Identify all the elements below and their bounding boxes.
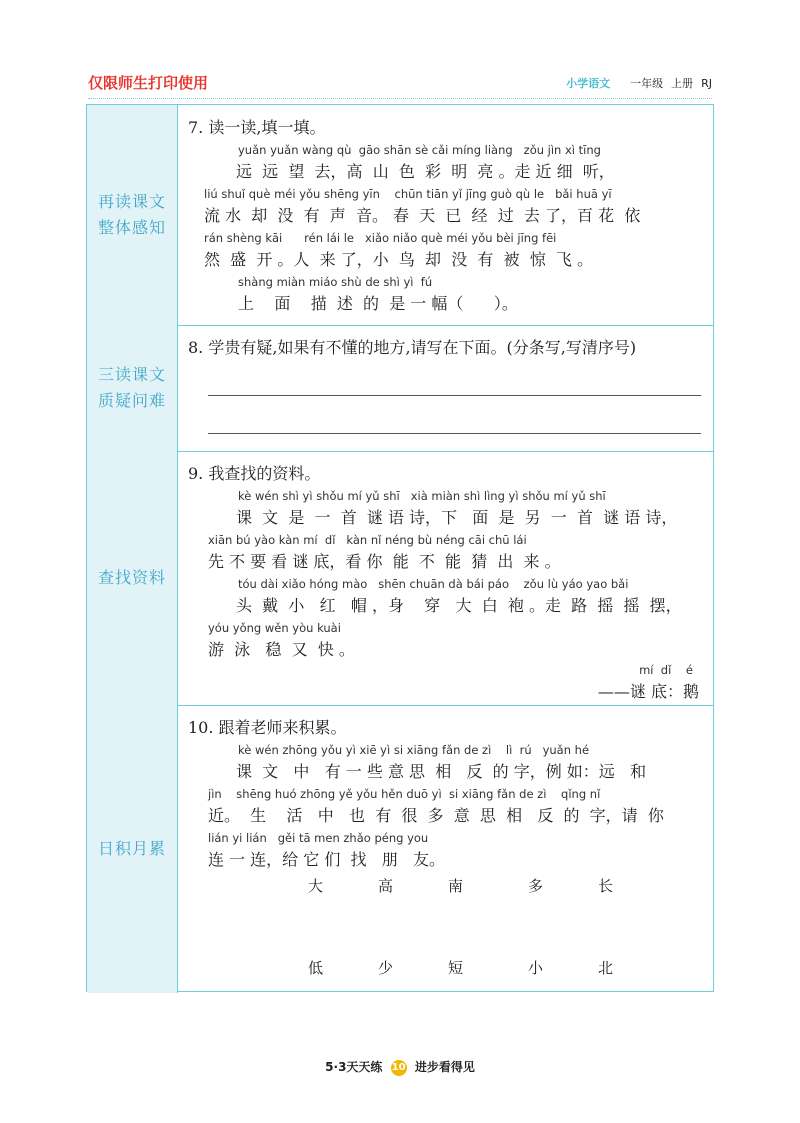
question-title: 7. 读一读,填一填。 [188,118,326,137]
header-divider [88,98,712,99]
pinyin-line: yuǎn yuǎn wàng qù gāo shān sè cǎi míng liàng zǒu jìn xì tīng [238,143,601,157]
volume-label: 上册 [671,77,694,90]
pinyin-line: xiān bú yào kàn mí dǐ kàn nǐ néng bù néng cāi chū lái [208,533,527,547]
pinyin-line: shàng miàn miáo shù de shì yì fú [238,275,433,289]
pinyin-line: jìn shēng huó zhōng yě yǒu hěn duō yì si xiāng fǎn de zì qǐng nǐ [208,787,601,801]
text-line: 头 戴 小 红 帽 ，身 穿 大 白 袍 。走 路 摇 摇 摆， [236,596,682,615]
exercise-table [86,104,714,992]
book-info [558,75,712,91]
grade-label: 一年级 [630,77,664,90]
pinyin-line: kè wén zhōng yǒu yì xiē yì si xiāng fǎn de zì lì rú yuǎn hé [238,743,590,757]
word-top[interactable]: 多 [528,877,544,895]
text-line: 近。 生 活 中 也 有 很 多 意 思 相 反 的 字，请 你 [208,806,664,825]
section-research [87,451,713,706]
page-number: 10 [391,1060,407,1076]
text-line: 然 盛 开 。人 来 了，小 鸟 却 没 有 被 惊 飞 。 [204,250,593,269]
section-label: 三读课文 质疑问难 [87,325,178,451]
word-bottom[interactable]: 短 [448,959,464,977]
section-label: 再读课文 整体感知 [87,105,178,325]
page-footer [0,1058,800,1076]
pinyin-line: lián yi lián gěi tā men zhǎo péng you [208,831,429,845]
text-line: 课 文 中 有 一 些 意 思 相 反 的 字，例 如：远 和 [236,762,647,781]
question-title: 8. 学贵有疑,如果有不懂的地方,请写在下面。(分条写,写清序号) [188,338,637,357]
pinyin-line: yóu yǒng wěn yòu kuài [208,621,341,635]
word-top[interactable]: 长 [598,877,614,895]
answer-line[interactable] [208,395,701,396]
edition-label: RJ [701,77,712,90]
word-bottom[interactable]: 小 [528,959,544,977]
text-line: 上 面 描 述 的 是 一 幅（ ）。 [238,294,518,313]
text-line: 先 不 要 看 谜 底，看 你 能 不 能 猜 出 来 。 [208,552,561,571]
answer-line[interactable] [208,433,701,434]
text-line: 流 水 却 没 有 声 音。 春 天 已 经 过 去 了，百 花 依 [204,206,641,225]
text-line: 课 文 是 一 首 谜 语 诗，下 面 是 另 一 首 谜 语 诗， [236,508,678,527]
question-10 [178,705,713,993]
section-question [87,325,713,452]
word-bottom[interactable]: 低 [308,959,324,977]
pinyin-line: kè wén shì yì shǒu mí yǔ shī xià miàn shì lìng yì shǒu mí yǔ shī [238,489,606,503]
print-notice: 仅限师生打印使用 [88,74,209,92]
question-7 [178,105,713,325]
pinyin-line: rán shèng kāi rén lái le xiǎo niǎo què méi yǒu bèi jīng fēi [204,231,557,245]
subject-label: 小学语文 [566,77,611,90]
text-line: 游 泳 稳 又 快 。 [208,640,355,659]
word-bottom[interactable]: 北 [598,959,614,977]
text-line: 远 远 望 去，高 山 色 彩 明 亮 。走 近 细 听， [236,162,615,181]
footer-brand: 5·3天天练 [325,1060,383,1074]
answer-pinyin: mí dǐ é [639,663,693,677]
pinyin-line: tóu dài xiǎo hóng mào shēn chuān dà bái páo zǒu lù yáo yao bǎi [238,577,629,591]
section-label: 日积月累 [87,705,178,993]
section-reread [87,105,713,326]
section-label: 查找资料 [87,451,178,705]
word-bottom[interactable]: 少 [378,959,394,977]
pinyin-line: liú shuǐ què méi yǒu shēng yīn chūn tiān yǐ jīng guò qù le bǎi huā yī [204,187,612,201]
section-accumulate [87,705,713,993]
page-header [88,70,712,98]
question-title: 9. 我查找的资料。 [188,464,321,483]
question-9 [178,451,713,705]
word-top[interactable]: 高 [378,877,394,895]
text-line: 连 一 连，给 它 们 找 朋 友。 [208,850,446,869]
word-top[interactable]: 大 [308,877,324,895]
riddle-answer: ——谜 底：鹅 [597,682,699,701]
word-top[interactable]: 南 [448,877,464,895]
question-title: 10. 跟着老师来积累。 [188,718,347,737]
footer-slogan: 进步看得见 [414,1060,475,1074]
question-8 [178,325,713,451]
